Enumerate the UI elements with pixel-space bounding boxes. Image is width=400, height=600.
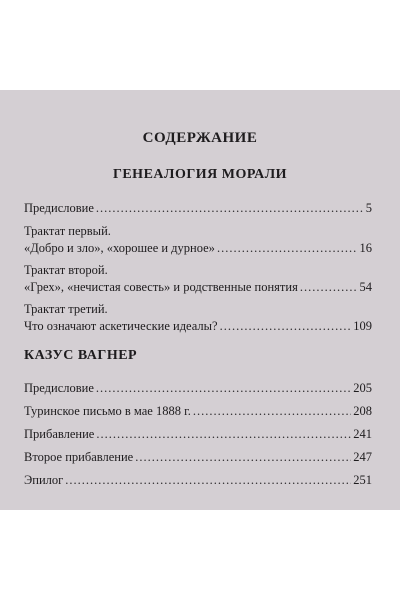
leader-dots xyxy=(220,318,352,334)
toc-entry-wagner-preface xyxy=(24,380,372,396)
leader-dots xyxy=(217,240,358,256)
entry-text: Эпилог xyxy=(24,473,64,487)
toc-entry-treatise-1 xyxy=(24,240,372,256)
leader-dots xyxy=(65,472,351,488)
leader-dots xyxy=(193,403,351,419)
toc-entry-treatise-3 xyxy=(24,318,372,334)
page-number: 54 xyxy=(359,280,372,294)
treatise-header-1: Трактат первый. xyxy=(24,224,111,238)
page-number: 5 xyxy=(365,201,372,215)
page-number: 208 xyxy=(353,404,372,418)
toc-entry-preface-1 xyxy=(24,200,372,216)
treatise-header-2: Трактат второй. xyxy=(24,263,108,277)
page-number: 251 xyxy=(353,473,372,487)
section-title-wagner: КАЗУС ВАГНЕР xyxy=(24,348,138,363)
section-title-genealogy: ГЕНЕАЛОГИЯ МОРАЛИ xyxy=(112,167,288,182)
entry-text: «Добро и зло», «хорошее и дурное» xyxy=(24,241,215,255)
page-number: 241 xyxy=(353,427,372,441)
leader-dots xyxy=(96,426,351,442)
toc-entry-addendum xyxy=(24,426,372,442)
table-of-contents xyxy=(0,90,400,510)
toc-entry-treatise-2 xyxy=(24,279,372,295)
entry-text: Прибавление xyxy=(24,427,95,441)
book-page xyxy=(0,90,400,510)
leader-dots xyxy=(96,380,351,396)
toc-entry-turin-letter xyxy=(24,403,372,419)
toc-entry-second-addendum xyxy=(24,449,372,465)
toc-entry-epilogue xyxy=(24,472,372,488)
treatise-header-3: Трактат третий. xyxy=(24,302,108,316)
entry-text: Второе прибавление xyxy=(24,450,134,464)
leader-dots xyxy=(96,200,364,216)
page-number: 109 xyxy=(353,319,372,333)
leader-dots xyxy=(135,449,351,465)
entry-text: Что означают аскетические идеалы? xyxy=(24,319,218,333)
entry-text: Туринское письмо в мае 1888 г. xyxy=(24,404,191,418)
entry-text: «Грех», «нечистая совесть» и родственные понятия xyxy=(24,280,298,294)
page-number: 247 xyxy=(353,450,372,464)
leader-dots xyxy=(300,279,358,295)
contents-title: СОДЕРЖАНИЕ xyxy=(142,130,258,146)
entry-text: Предисловие xyxy=(24,381,94,395)
entry-text: Предисловие xyxy=(24,201,94,215)
page-number: 16 xyxy=(359,241,372,255)
page-number: 205 xyxy=(353,381,372,395)
